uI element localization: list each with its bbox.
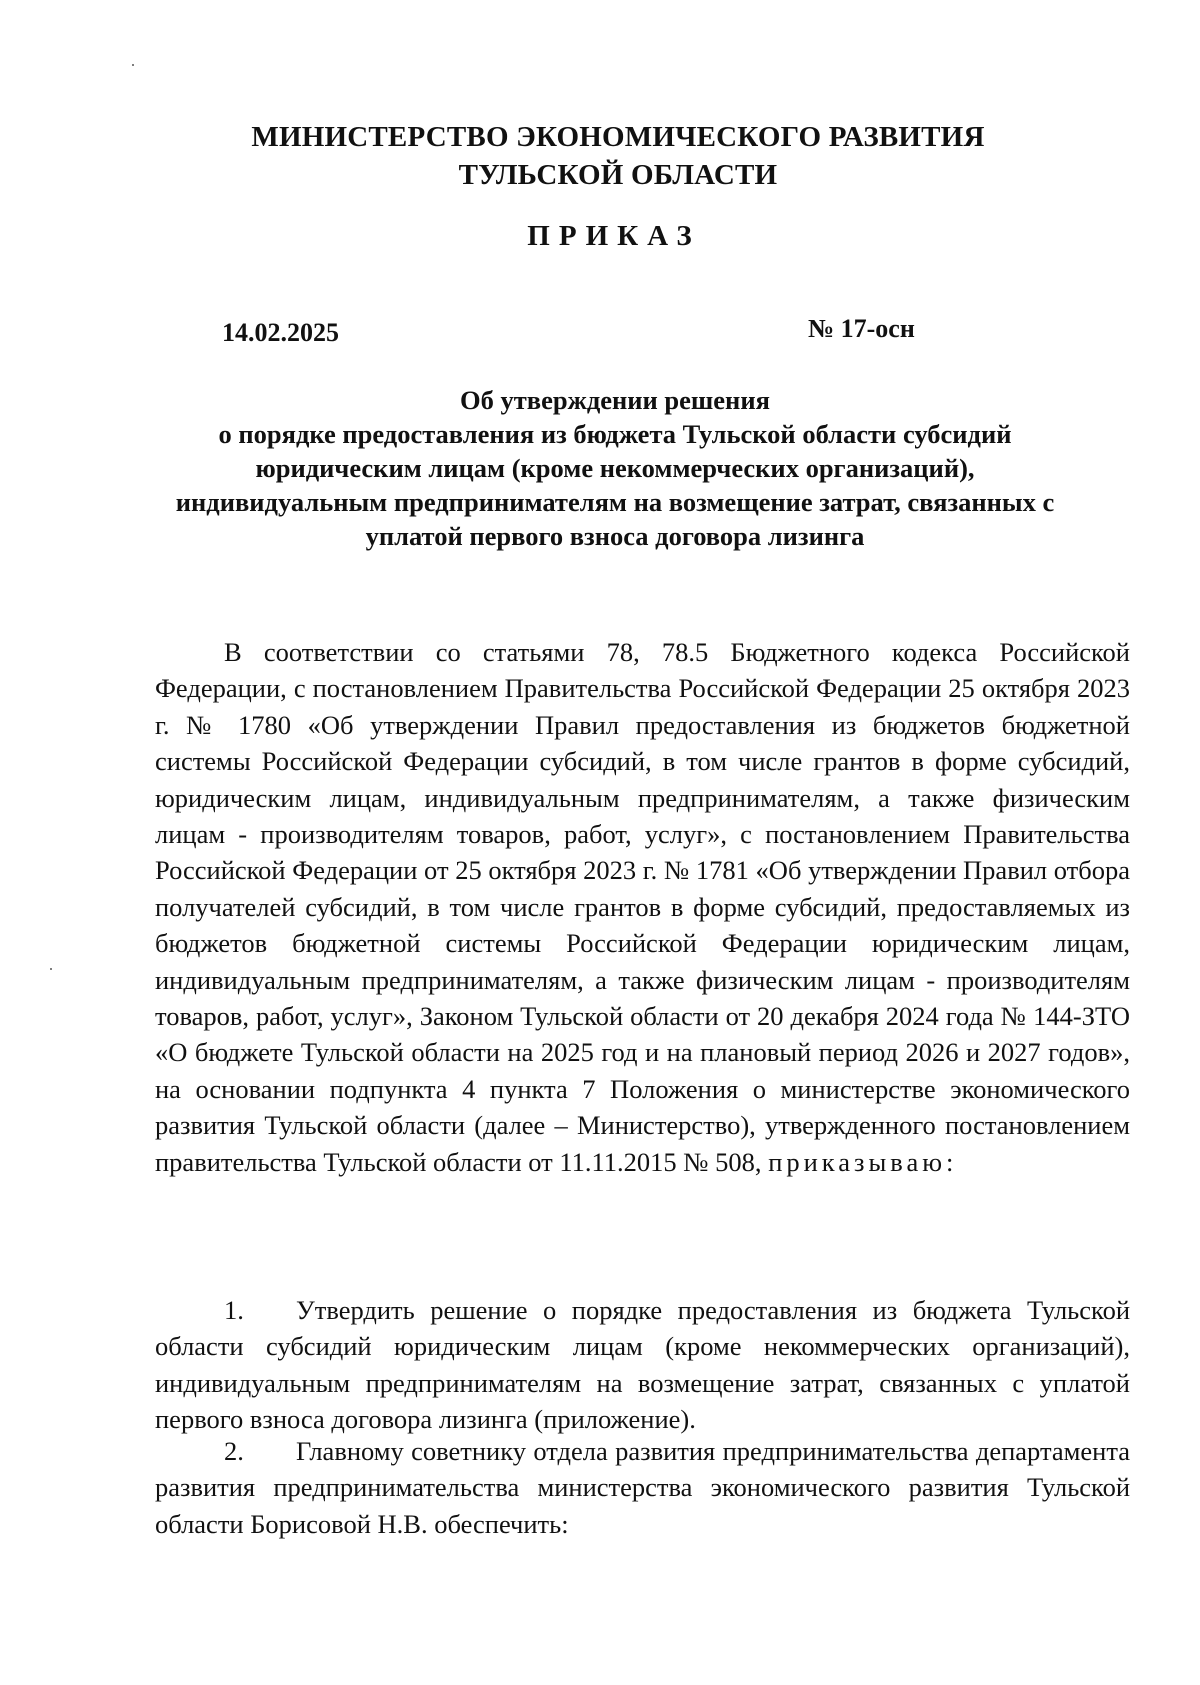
item-number: 2.	[224, 1436, 244, 1466]
ministry-header	[0, 118, 1200, 194]
subject-line: о порядке предоставления из бюджета Тульской области субсидий	[218, 419, 1012, 449]
ministry-name-line1: МИНИСТЕРСТВО ЭКОНОМИЧЕСКОГО РАЗВИТИЯ	[251, 121, 985, 153]
preamble-body: В соответствии со статьями 78, 78.5 Бюджетного кодекса Российской Федерации, с постановлением Правительства Российской Федерации 25 октября 2023 г. № 1780 «Об утверждении Правил предоставления из бюджетов бюджетной системы Российской Федерации субсидий, в том числе грантов в форме субсидий, юридическим лицам, индивидуальным предпринимателям, а также физическим лицам - производителям товаров, работ, услуг», с постановлением Правительства Российской Федерации от 25 октября 2023 г. № 1781 «Об утверждении Правил отбора получателей субсидий, в том числе грантов в форме субсидий, предоставляемых из бюджетов бюджетной системы Российской Федерации юридическим лицам, индивидуальным предпринимателям, а также физическим лицам - производителям товаров, работ, услуг», Законом Тульской области от 20 декабря 2024 года № 144-ЗТО «О бюджете Тульской области на 2025 год и на плановый период 2026 и 2027 годов», на основании подпункта 4 пункта 7 Положения о министерстве экономического развития Тульской области (далее – Министерство), утвержденного постановлением правительства Тульской области от 11.11.2015 № 508,	[155, 637, 1130, 1177]
order-subject	[0, 383, 1200, 553]
preamble-text	[155, 634, 1130, 1180]
item-text: Утвердить решение о порядке предоставления из бюджета Тульской области субсидий юридическим лицам (кроме некоммерческих организаций), индивидуальным предпринимателям на возмещение затрат, связанных с уплатой первого взноса договора лизинга (приложение).	[155, 1295, 1130, 1435]
item-number: 1.	[224, 1295, 244, 1325]
subject-line: юридическим лицам (кроме некоммерческих организаций),	[255, 453, 975, 483]
subject-line: Об утверждении решения	[460, 385, 770, 415]
subject-line: уплатой первого взноса договора лизинга	[365, 521, 865, 551]
order-item-2	[155, 1433, 1130, 1542]
subject-line: индивидуальным предпринимателям на возмещение затрат, связанных с	[175, 487, 1055, 517]
scan-speck	[132, 64, 134, 66]
order-date: 14.02.2025	[222, 318, 339, 347]
preamble-paragraph	[155, 634, 1130, 1180]
scan-speck	[50, 968, 52, 970]
document-type-title: ПРИКАЗ	[527, 220, 701, 252]
item-text: Главному советнику отдела развития предпринимательства департамента развития предпринимательства министерства экономического развития Тульской области Борисовой Н.В. обеспечить:	[155, 1436, 1130, 1539]
order-word: приказываю:	[768, 1146, 958, 1177]
ministry-name-line2: ТУЛЬСКОЙ ОБЛАСТИ	[458, 159, 778, 191]
order-number: № 17-осн	[808, 314, 915, 343]
order-item-1	[155, 1292, 1130, 1438]
